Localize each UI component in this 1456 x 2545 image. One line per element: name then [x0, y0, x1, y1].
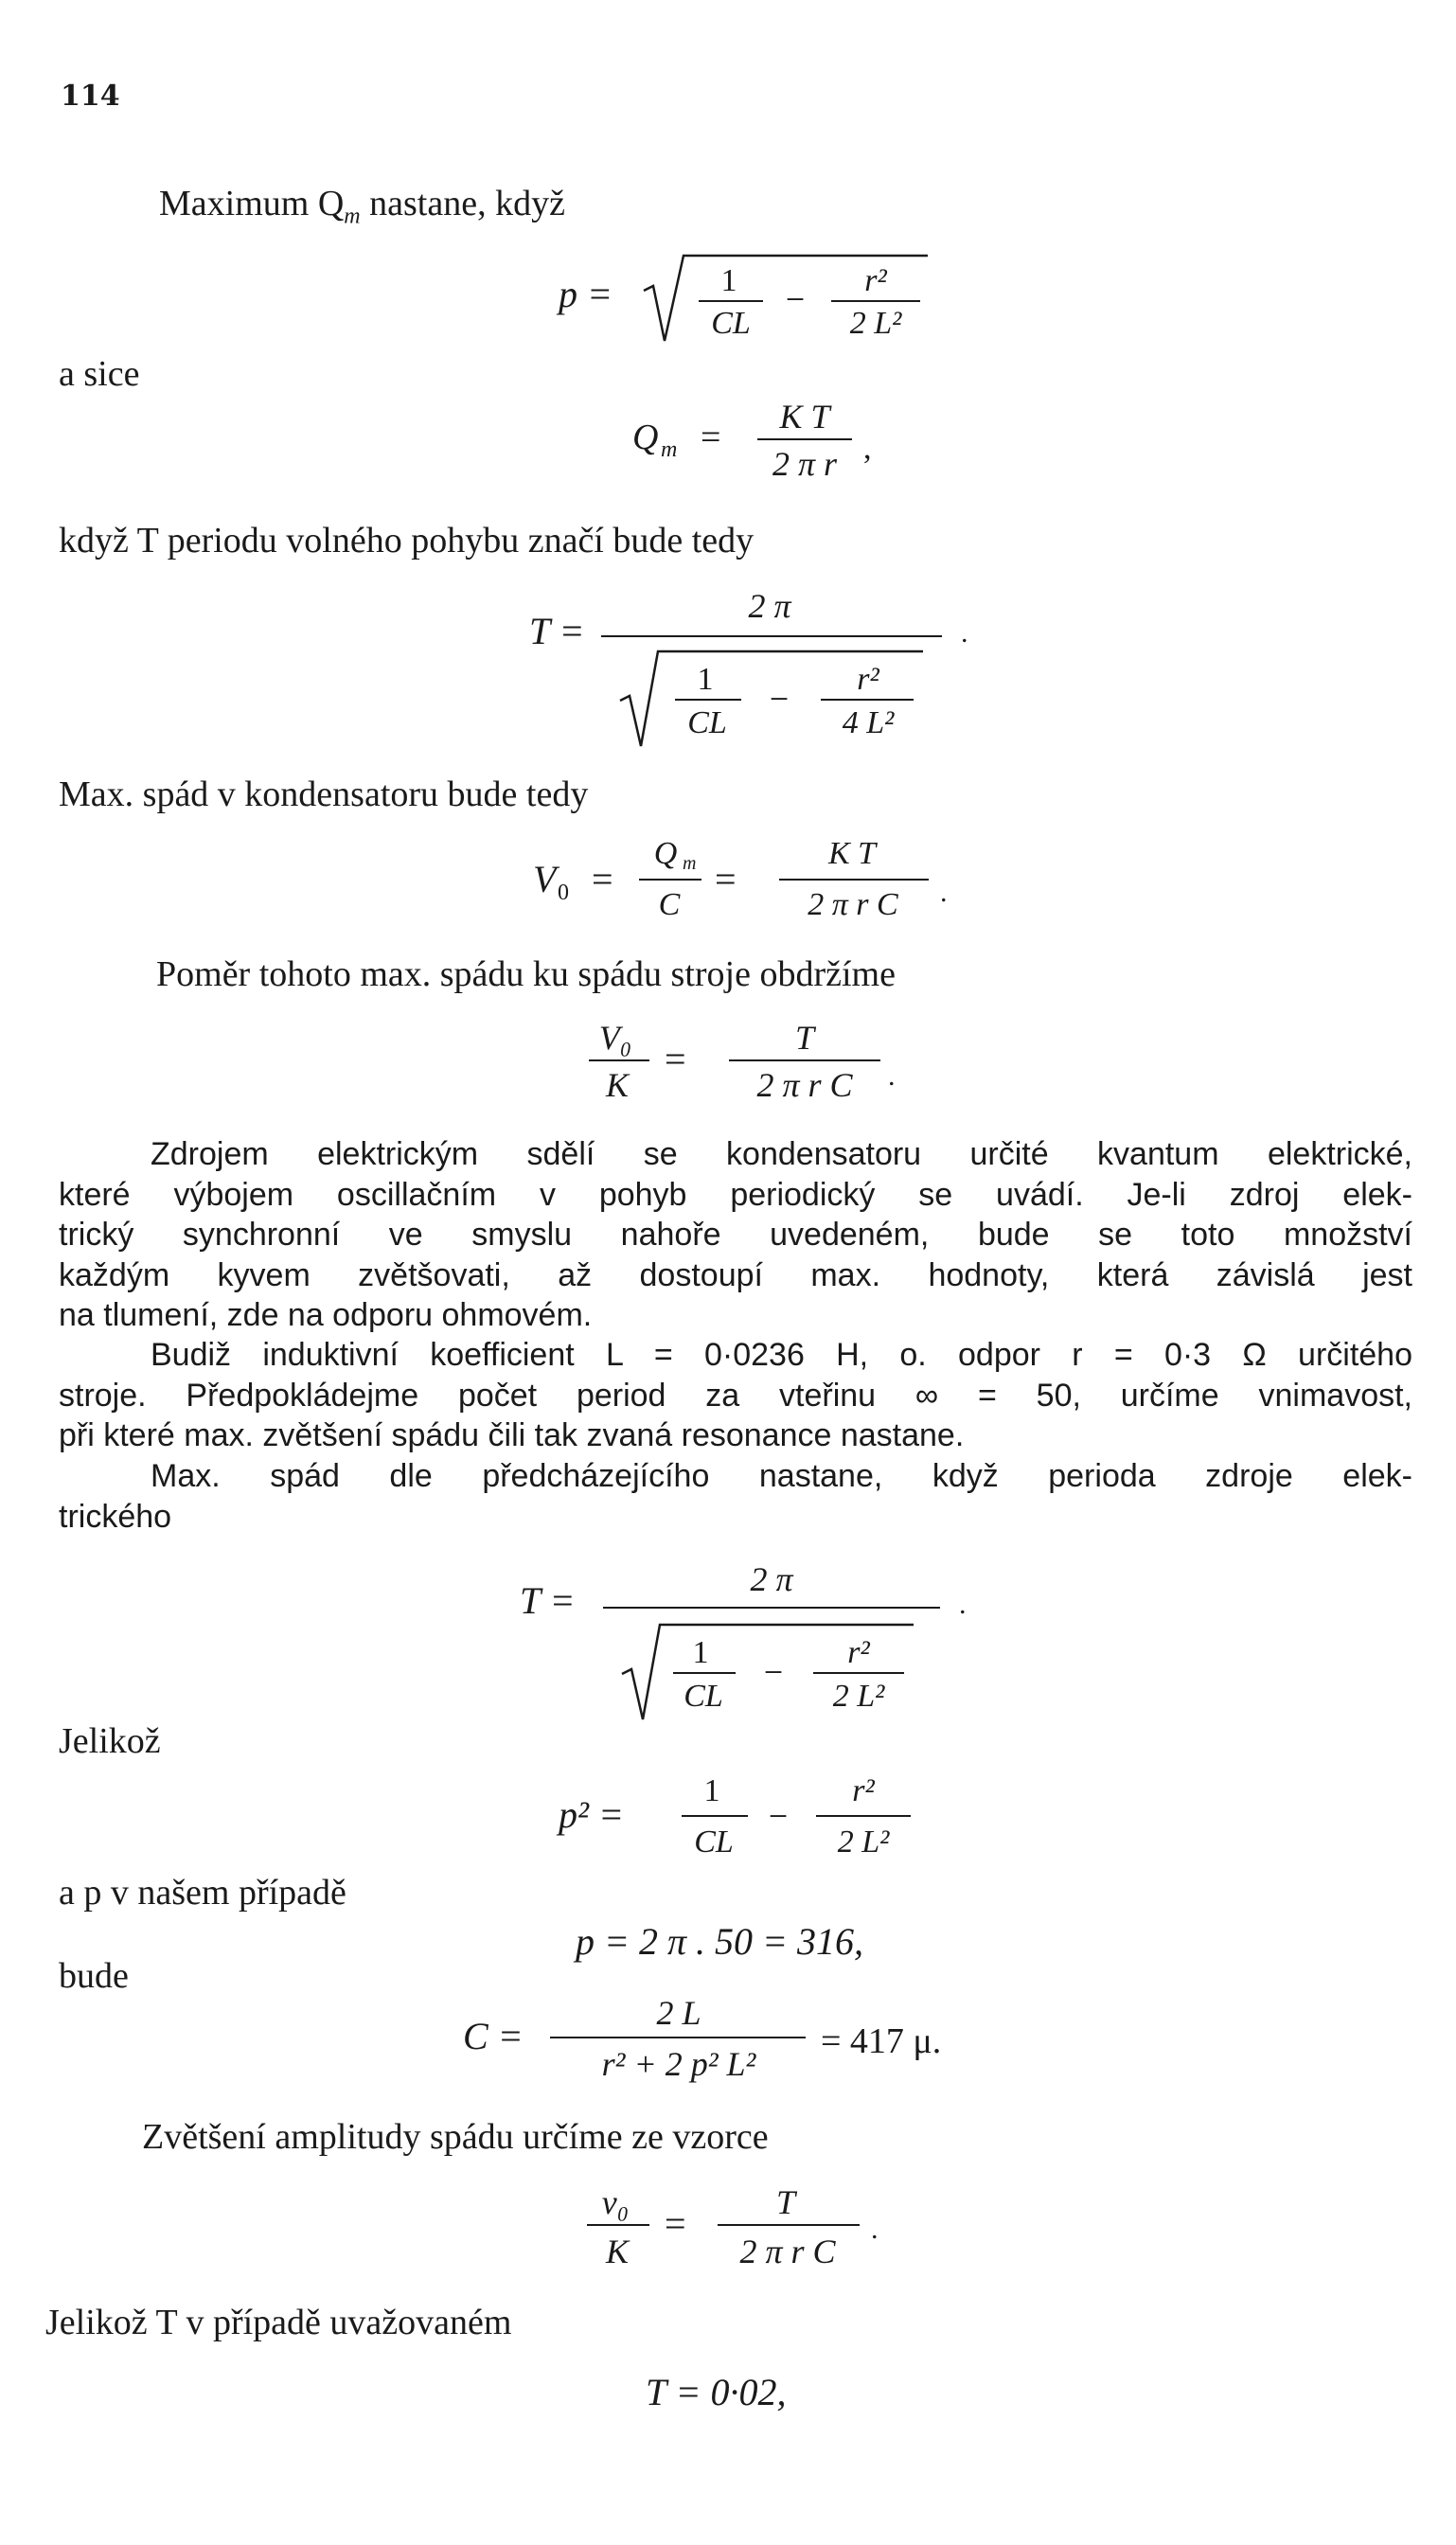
formula-lhs: p = [559, 273, 613, 315]
paragraph-line: při které max. zvětšení spádu čili tak zvaná resonance nastane. [59, 1417, 965, 1453]
formula-rhs: = 417 μ. [821, 2021, 942, 2061]
formula-text: p = 2 π . 50 = 316, [576, 1920, 864, 1963]
fraction-denominator: K [605, 1066, 630, 1104]
equals: = [665, 1038, 686, 1080]
fraction-numerator: T [794, 1019, 815, 1057]
formula-T-value [642, 2363, 888, 2420]
fraction-numerator: r² [857, 662, 879, 697]
formula-text: T = 0·02, [646, 2371, 787, 2413]
fraction-denominator: 2 π r C [808, 887, 898, 922]
intro-max-sub: m [344, 204, 361, 229]
formula-lhs-sub: 0 [558, 881, 569, 905]
fraction-numerator: V₀ [598, 1019, 632, 1057]
operator: − [769, 680, 790, 718]
fraction-numerator: r² [852, 1773, 875, 1808]
fraction-numerator: 1 [720, 263, 737, 298]
formula-T-2 [516, 1553, 970, 1733]
operator: − [785, 280, 806, 318]
fraction-denominator: 2 π r [772, 445, 838, 483]
fraction-denominator: K [605, 2233, 630, 2270]
kdyz-T-line: když T periodu volného pohybu značí bude tedy [59, 521, 755, 561]
formula-lhs: p² = [559, 1793, 624, 1836]
formula-lhs-sub: m [661, 437, 678, 462]
a-sice: a sice [59, 354, 140, 394]
fraction-denominator: 2 π r C [756, 1066, 853, 1104]
paragraph-line: každým kyvem zvětšovati, až dostoupí max. hodnoty, která závislá jest [59, 1256, 1412, 1293]
formula-lhs: T = [520, 1579, 576, 1622]
paragraph-1 [59, 1134, 1412, 1336]
fraction-numerator: r² [864, 263, 887, 298]
fraction-numerator: 1 [697, 662, 714, 697]
fraction-denominator: 2 L² [849, 306, 902, 341]
fraction-numerator: Q [653, 836, 678, 871]
paragraph-line: trický synchronní ve smyslu nahoře uvedeném, bude se toto množství [59, 1217, 1412, 1253]
formula-lhs: C = [463, 2015, 524, 2057]
fraction-denominator: CL [684, 1679, 723, 1714]
period: . [871, 2214, 879, 2245]
formula-qm [625, 390, 909, 494]
fraction-numerator: v₀ [601, 2183, 630, 2221]
formula-ratio [577, 1011, 918, 1115]
zvetseni-line: Zvětšení amplitudy spádu určíme ze vzorce [142, 2117, 769, 2157]
formula-C [459, 1986, 1008, 2091]
period: . [888, 1060, 896, 1092]
fraction-numerator: 1 [703, 1773, 720, 1808]
bude-line: bude [59, 1956, 129, 1996]
page-number: 114 [61, 80, 120, 113]
fraction-numerator: 2 π [748, 587, 791, 625]
formula-p2 [551, 1763, 930, 1867]
fraction-numerator: K T [779, 398, 830, 436]
operator: − [768, 1797, 789, 1835]
a-p-line: a p v našem případě [59, 1873, 346, 1913]
period: . [940, 877, 948, 908]
paragraph-line: na tlumení, zde na odporu ohmovém. [59, 1297, 593, 1333]
equals: = [592, 858, 613, 900]
formula-T [525, 579, 980, 759]
paragraph-line: Budiž induktivní koefficient L = 0·0236 H, o. odpor r = 0·3 Ω určitého [151, 1337, 1412, 1373]
fraction-numerator: r² [847, 1635, 870, 1670]
fraction-denominator: CL [687, 705, 727, 740]
period: . [961, 617, 968, 649]
fraction-numerator: 1 [692, 1635, 709, 1670]
intro-line [159, 182, 565, 239]
max-spad-line: Max. spád v kondensatoru bude tedy [59, 774, 589, 814]
equals: = [701, 418, 721, 457]
fraction-denominator: r² + 2 p² L² [601, 2045, 756, 2083]
paragraph-line: které výbojem oscillačním v pohyb periodický se uvádí. Je-li zdroj elek- [59, 1176, 1412, 1213]
paragraph-line: Zdrojem elektrickým sdělí se kondensatoru určité kvantum elektrické, [151, 1136, 1412, 1172]
comma: , [863, 431, 872, 466]
paragraph-line: Max. spád dle předcházejícího nastane, když perioda zdroje elek- [151, 1458, 1412, 1494]
formula-lhs: Q [632, 418, 659, 457]
intro-max-rest: nastane, když [360, 184, 565, 223]
formula-lhs: V [533, 858, 557, 900]
operator: − [763, 1653, 784, 1691]
formula-lhs: T = [529, 610, 585, 652]
equals: = [665, 2202, 686, 2245]
fraction-numerator: T [775, 2183, 796, 2221]
fraction-denominator: 2 π r C [739, 2233, 836, 2270]
equals: = [715, 858, 737, 900]
pomer-line: Poměr tohoto max. spádu ku spádu stroje obdržíme [156, 954, 896, 994]
period: . [959, 1589, 967, 1620]
fraction-numerator: 2 L [656, 1994, 701, 2032]
formula-ratio-2 [576, 2176, 916, 2280]
intro-max: Maximum Q [159, 184, 345, 223]
fraction-denominator: 4 L² [842, 705, 895, 740]
fraction-denominator: 2 L² [837, 1824, 890, 1860]
jelikoz-T-line: Jelikož T v případě uvažovaném [45, 2303, 512, 2342]
fraction-numerator: K T [827, 836, 877, 871]
paragraph-2 [59, 1335, 1412, 1456]
formula-p [549, 248, 947, 352]
fraction-denominator: CL [694, 1824, 734, 1860]
paragraph-line: trického [59, 1498, 172, 1535]
paragraph-3 [59, 1456, 1412, 1537]
paragraph-line: stroje. Předpokládejme počet period za vteřinu ∞ = 50, určíme vnimavost, [59, 1377, 1412, 1414]
fraction-denominator: CL [711, 306, 751, 341]
jelikoz-line: Jelikož [59, 1721, 161, 1761]
fraction-denominator: 2 L² [832, 1679, 885, 1714]
formula-v0 [525, 826, 980, 930]
fraction-numerator-sub: m [683, 853, 697, 874]
formula-p-value [568, 1913, 947, 1969]
fraction-denominator: C [658, 887, 681, 922]
fraction-numerator: 2 π [750, 1560, 793, 1598]
